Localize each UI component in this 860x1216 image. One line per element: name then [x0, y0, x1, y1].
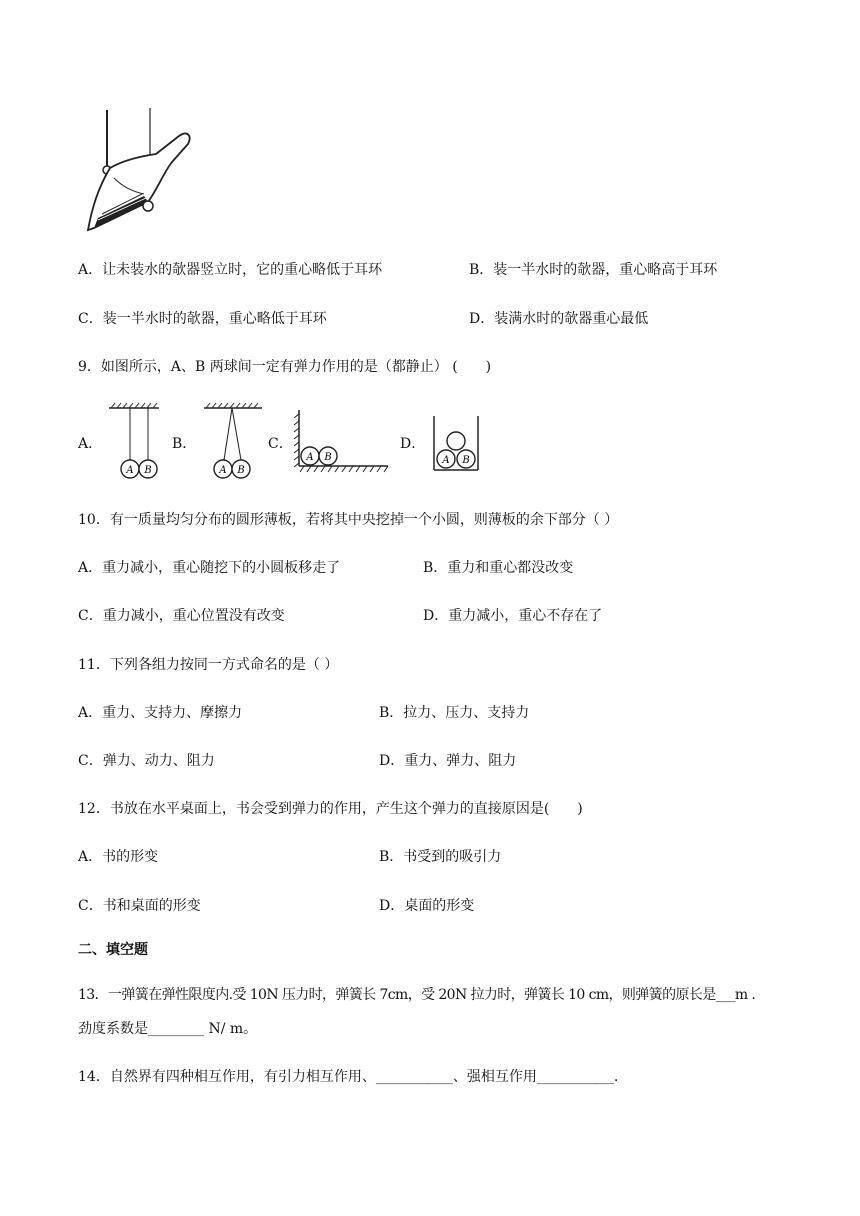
q8-option-a: A．让未装水的欹器竖立时，它的重心略低于耳环 [78, 262, 383, 278]
q13-line-2: 劲度系数是________ N/ m。 [78, 1021, 258, 1037]
q9-label-a: A． [78, 436, 103, 452]
q12-option-c: C．书和桌面的形变 [78, 898, 201, 914]
q9-label-c: C． [268, 436, 293, 452]
q9-label-d: D． [400, 436, 426, 452]
q11-option-c: C．弹力、动力、阻力 [78, 753, 215, 769]
q12-stem: 12．书放在水平桌面上，书会受到弹力的作用，产生这个弹力的直接原因是( ) [78, 801, 583, 817]
q9-figure-a [104, 402, 164, 482]
q9d-ball-a-letter: A [442, 455, 450, 466]
q11-option-d: D．重力、弹力、阻力 [379, 753, 517, 769]
q11-option-a: A．重力、支持力、摩擦力 [78, 705, 243, 721]
q10-option-c: C．重力减小，重心位置没有改变 [78, 608, 285, 624]
q12-option-a: A．书的形变 [78, 849, 159, 865]
q10-option-b: B．重力和重心都没改变 [423, 560, 574, 576]
q14-stem: 14．自然界有四种相互作用，有引力相互作用、___________、强相互作用___________. [78, 1069, 619, 1085]
q9b-ball-a-letter: A [219, 465, 227, 476]
q10-option-a: A．重力减小，重心随挖下的小圆板移走了 [78, 560, 341, 576]
q9-stem: 9．如图所示，A、B 两球间一定有弹力作用的是（都静止） ( ) [78, 359, 492, 375]
q9a-ball-b-letter: B [144, 465, 152, 476]
q9c-ball-a-letter: A [306, 452, 314, 463]
q9-label-b: B． [172, 436, 197, 452]
vessel-figure [84, 108, 196, 236]
q9c-ball-b-letter: B [324, 452, 332, 463]
q12-option-d: D．桌面的形变 [379, 898, 475, 914]
q11-stem: 11．下列各组力按同一方式命名的是（ ） [78, 657, 339, 673]
q10-stem: 10．有一质量均匀分布的圆形薄板，若将其中央挖掉一个小圆，则薄板的余下部分（ ） [78, 512, 619, 528]
q10-option-d: D．重力减小，重心不存在了 [423, 608, 603, 624]
q8-option-d: D．装满水时的欹器重心最低 [469, 311, 649, 327]
q12-option-b: B．书受到的吸引力 [379, 849, 502, 865]
q9-figure-c [290, 408, 390, 474]
q8-option-c: C．装一半水时的欹器，重心略低于耳环 [78, 311, 327, 327]
q9-figure-d [428, 414, 484, 476]
q9b-ball-b-letter: B [237, 465, 245, 476]
q9-figure-b [198, 402, 266, 482]
q13-line-1: 13．一弹簧在弹性限度内.受 10N 压力时，弹簧长 7cm，受 20N 拉力时，弹簧长 10 cm，则弹簧的原长是___m . [78, 987, 756, 1003]
q9d-ball-b-letter: B [462, 455, 470, 466]
section-heading: 二、填空题 [78, 942, 148, 958]
q9a-ball-a-letter: A [126, 465, 134, 476]
q11-option-b: B．拉力、压力、支持力 [379, 705, 530, 721]
q8-option-b: B．装一半水时的欹器，重心略高于耳环 [469, 262, 718, 278]
